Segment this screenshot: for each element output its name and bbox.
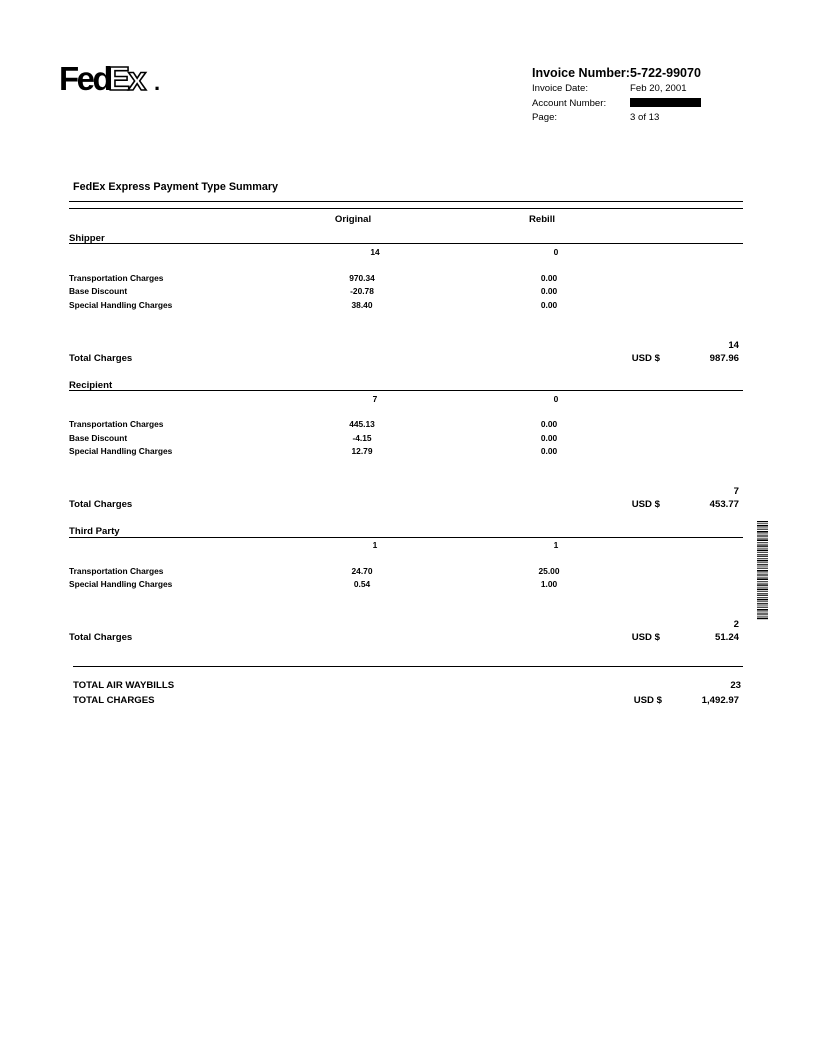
total-amount: 453.77	[709, 499, 739, 510]
section-title-recipient: Recipient	[69, 380, 113, 391]
row-rebill: 0.00	[540, 433, 558, 443]
row-original: 970.34	[349, 273, 375, 283]
row-label: Special Handling Charges	[69, 579, 173, 589]
total-charges-grand-label: TOTAL CHARGES	[73, 695, 155, 706]
row-rebill: 0.00	[540, 419, 558, 429]
invoice-number-label: Invoice Number:	[532, 66, 630, 80]
total-charges-label: Total Charges	[69, 353, 133, 364]
column-header-original: Original	[334, 214, 372, 225]
count-original: 7	[372, 394, 378, 404]
logo-ex-text: Ex	[108, 60, 145, 97]
total-charges-label: Total Charges	[69, 499, 133, 510]
logo-fed-text: Fed	[59, 60, 111, 97]
currency-label: USD $	[631, 632, 660, 643]
count-rebill: 0	[553, 247, 559, 257]
row-original: -4.15	[352, 433, 372, 443]
logo-dot-text: .	[154, 70, 161, 95]
fedex-logo	[59, 58, 164, 98]
account-number-redaction	[630, 98, 701, 107]
section-divider	[69, 537, 743, 538]
row-rebill: 25.00	[538, 566, 560, 576]
section-title-third-party: Third Party	[69, 526, 120, 537]
row-rebill: 1.00	[540, 579, 558, 589]
invoice-number-value: 5-722-99070	[630, 66, 701, 80]
row-label: Special Handling Charges	[69, 446, 173, 456]
total-air-waybills-value: 23	[730, 680, 741, 691]
row-label: Transportation Charges	[69, 566, 164, 576]
row-label: Special Handling Charges	[69, 300, 173, 310]
currency-label: USD $	[631, 353, 660, 364]
row-original: 445.13	[349, 419, 375, 429]
total-count: 7	[733, 486, 739, 497]
invoice-date-label: Invoice Date:	[532, 83, 588, 94]
row-original: -20.78	[350, 286, 374, 296]
count-original: 1	[372, 540, 378, 550]
total-charges-label: Total Charges	[69, 632, 133, 643]
row-label: Base Discount	[69, 433, 128, 443]
invoice-date-value: Feb 20, 2001	[630, 83, 687, 94]
row-label: Transportation Charges	[69, 419, 164, 429]
total-amount: 987.96	[709, 353, 739, 364]
row-rebill: 0.00	[540, 446, 558, 456]
row-rebill: 0.00	[540, 286, 558, 296]
row-original: 12.79	[351, 446, 373, 456]
row-original: 38.40	[351, 300, 373, 310]
section-title-shipper: Shipper	[69, 233, 105, 244]
page-title: FedEx Express Payment Type Summary	[73, 181, 279, 193]
row-label: Base Discount	[69, 286, 128, 296]
row-rebill: 0.00	[540, 300, 558, 310]
total-amount: 51.24	[714, 632, 739, 643]
column-header-rebill: Rebill	[528, 214, 556, 225]
total-count: 14	[728, 340, 739, 351]
section-divider	[69, 243, 743, 244]
count-rebill: 1	[553, 540, 559, 550]
title-divider-2	[69, 208, 743, 209]
account-number-label: Account Number:	[532, 98, 607, 109]
row-rebill: 0.00	[540, 273, 558, 283]
total-count: 2	[733, 619, 739, 630]
total-charges-grand-value: 1,492.97	[701, 695, 739, 706]
row-label: Transportation Charges	[69, 273, 164, 283]
row-original: 24.70	[351, 566, 373, 576]
grand-currency-label: USD $	[633, 695, 662, 706]
page-value: 3 of 13	[630, 112, 660, 123]
row-original: 0.54	[353, 579, 371, 589]
currency-label: USD $	[631, 499, 660, 510]
barcode-image	[757, 521, 768, 620]
grand-total-divider	[73, 666, 743, 667]
page-label: Page:	[532, 112, 558, 123]
total-air-waybills-label: TOTAL AIR WAYBILLS	[73, 680, 175, 691]
title-divider	[69, 201, 743, 202]
section-divider	[69, 390, 743, 391]
count-rebill: 0	[553, 394, 559, 404]
count-original: 14	[370, 247, 380, 257]
